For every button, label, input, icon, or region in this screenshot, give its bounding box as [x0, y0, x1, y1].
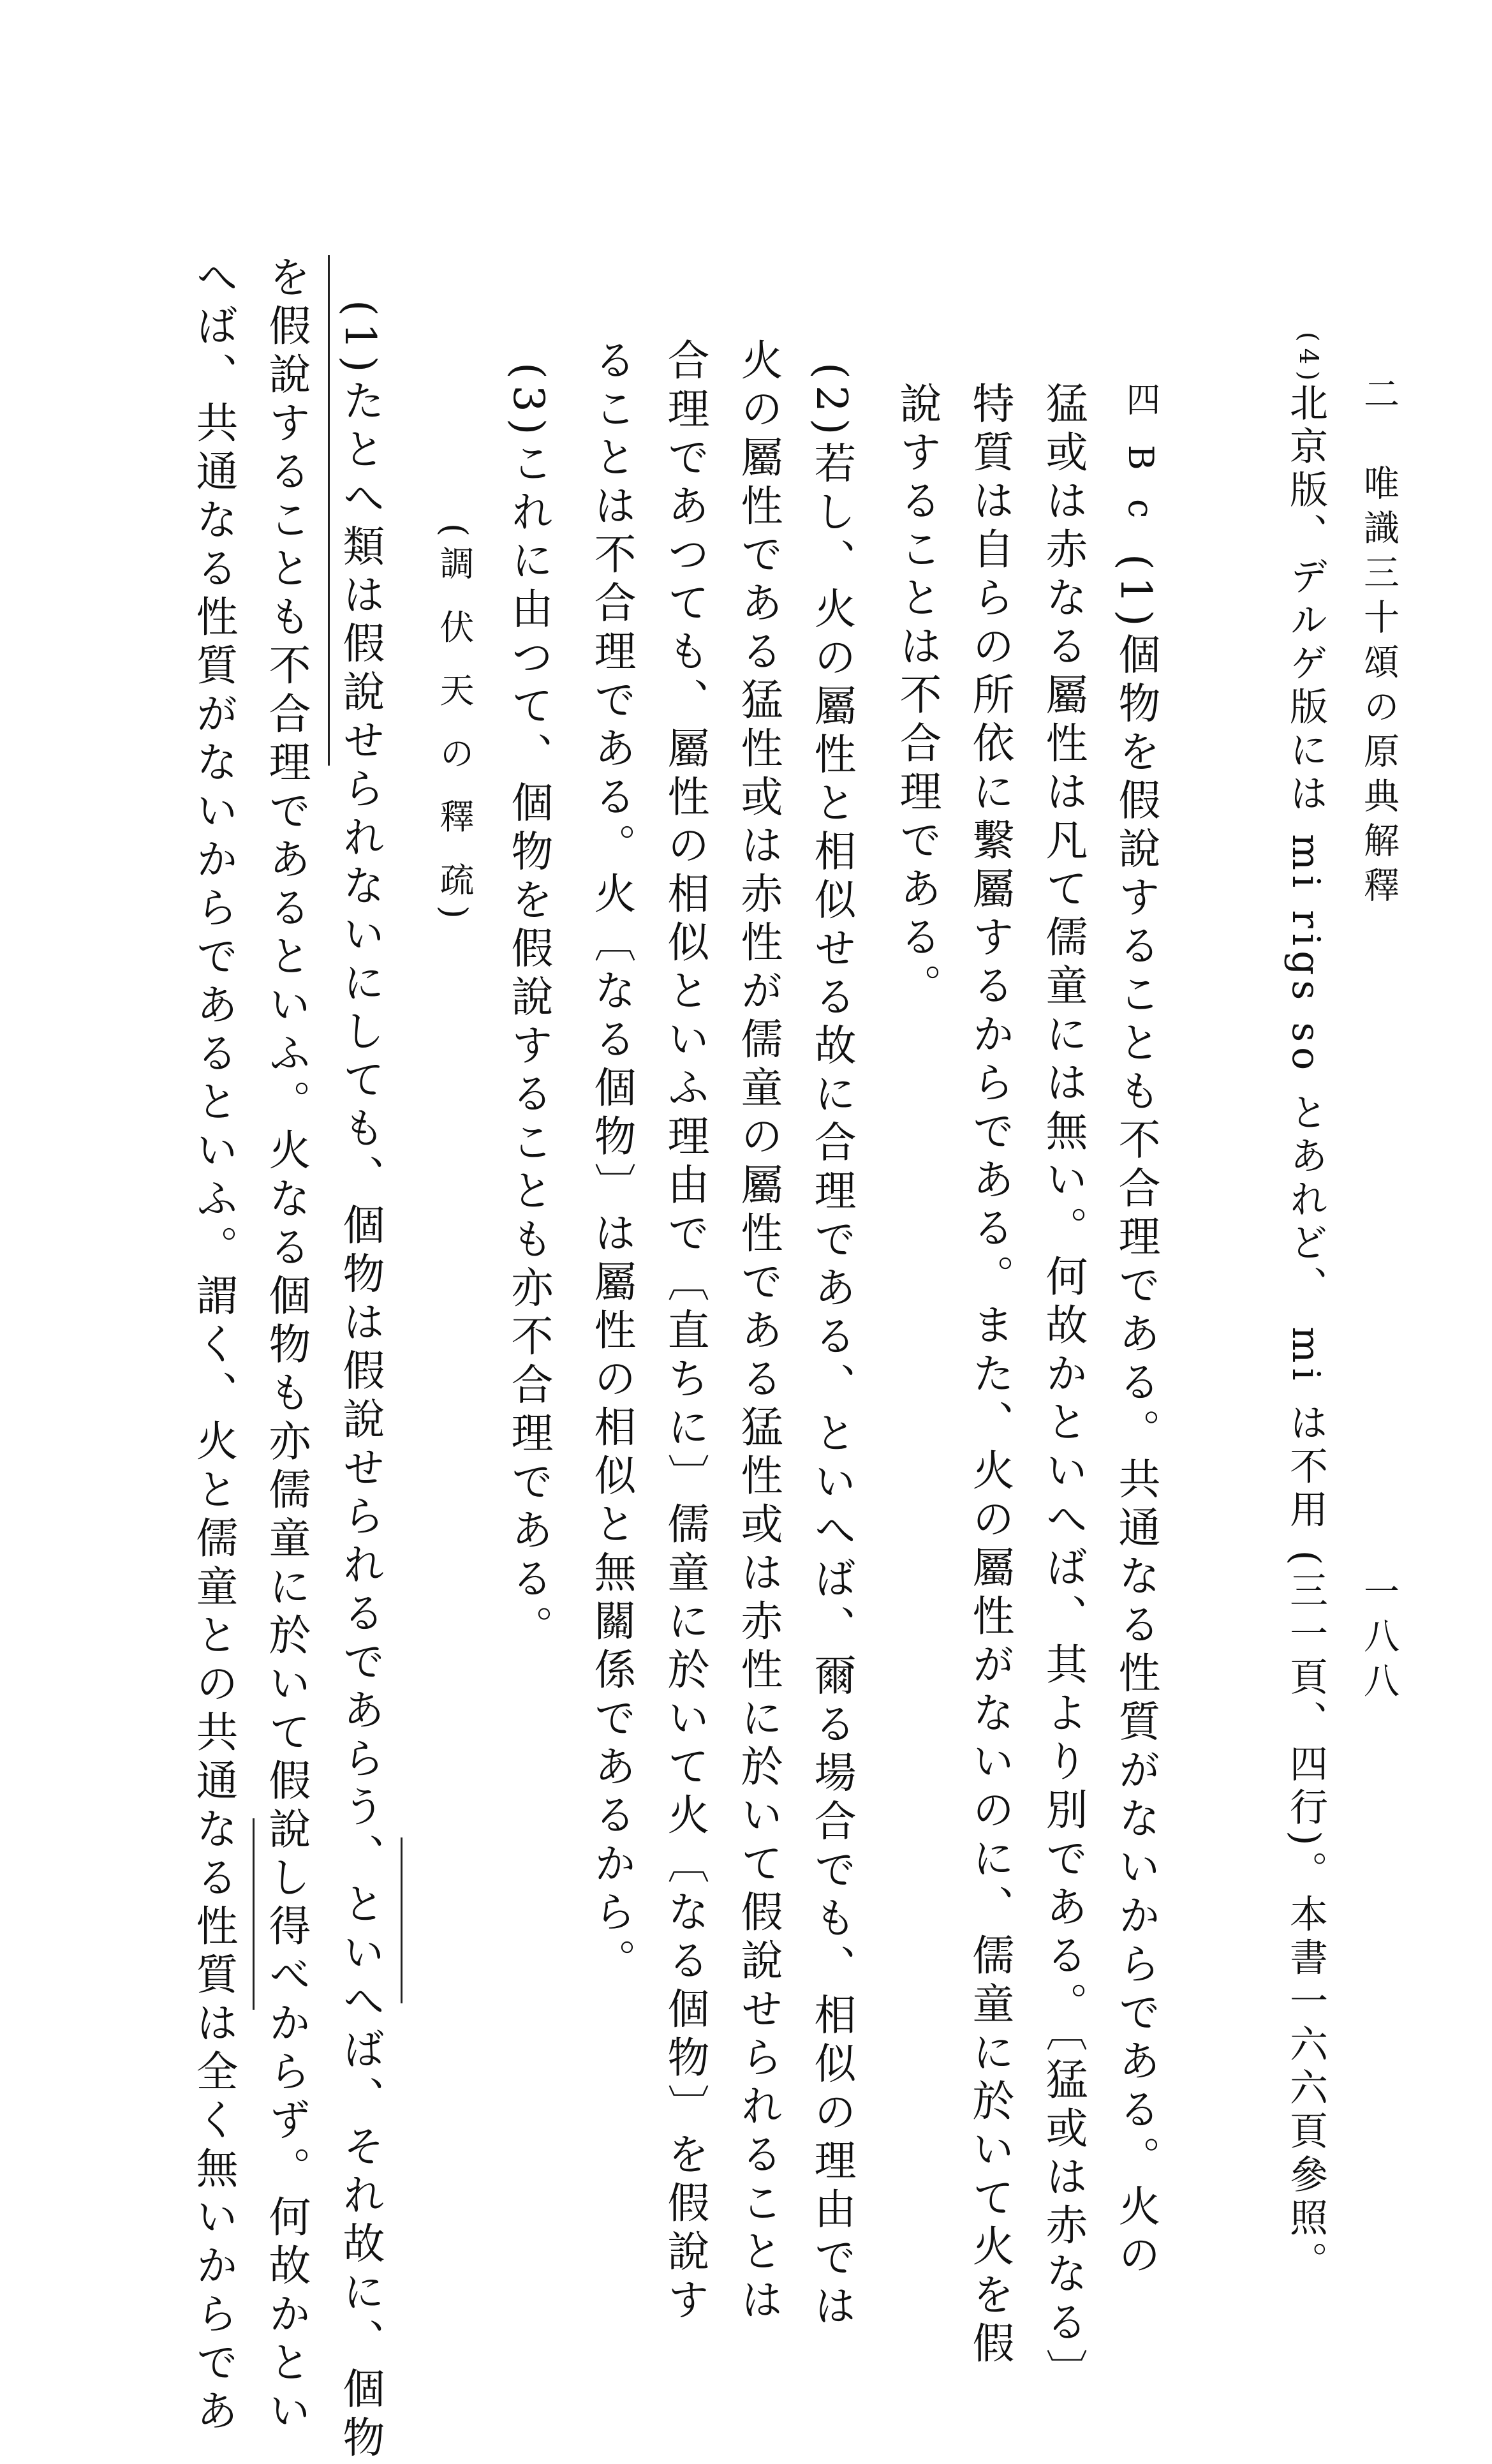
paragraph-line: (1)個物を假說することも不合理である。共通なる性質がないからである。火の [1111, 554, 1160, 2282]
paragraph-line: (2)若し、火の屬性と相似せる故に合理である、といへば、爾る場合でも、相似の理由では [807, 362, 856, 2333]
emphasis-rule [253, 1818, 255, 2010]
commentary-heading: (調 伏 天 の 釋 疏) [434, 523, 475, 928]
commentary-line: へば、共通なる性質がないからであるといふ。謂く、火と儒童との共通なる性質は全く無いからであ [189, 255, 238, 2437]
emphasis-rule [328, 255, 330, 766]
paragraph-line: 火の屬性である猛性或は赤性が儒童の屬性である猛性或は赤性に於いて假說せられることは [734, 338, 783, 2326]
commentary-line: (1)たとへ類は假說せられないにしても、個物は假說せられるであらう、といへば、それ故に、個物 [336, 300, 385, 2464]
section-heading: 四 B c [1121, 382, 1161, 528]
paragraph-line: 合理であつても、屬性の相似といふ理由で〔直ちに〕儒童に於いて火〔なる個物〕を假說す [660, 338, 709, 2326]
footnote-marker: (4) [1294, 332, 1323, 387]
paragraph-line: (3)これに由つて、個物を假說することも亦不合理である。 [504, 362, 553, 1654]
commentary-line: を假說することも不合理であるといふ。火なる個物も亦儒童に於いて假說し得べからず。何故かとい [262, 255, 311, 2437]
paragraph-line: 猛或は赤なる屬性は凡て儒童には無い。何故かといへば、其より別である。〔猛或は赤なる〕 [1038, 382, 1088, 2397]
page-number: 一八八 [1358, 1573, 1400, 1707]
paragraph-line: 說することは不合理である。 [892, 382, 942, 1012]
running-header: 二 唯識三十頌の原典解釋 [1358, 375, 1400, 911]
paragraph-line: ることは不合理である。火〔なる個物〕は屬性の相似と無關係であるから。 [587, 338, 636, 1987]
footnote-text: 北京版、デルゲ版には mi rigs so とあれど、 mi は不用 (三一頁、四行)。本書一六六頁參照。 [1283, 383, 1328, 2285]
paragraph-line: 特質は自らの所依に繫屬するからである。また、火の屬性がないのに、儒童に於いて火を假 [965, 382, 1014, 2370]
emphasis-rule [401, 1837, 403, 2003]
